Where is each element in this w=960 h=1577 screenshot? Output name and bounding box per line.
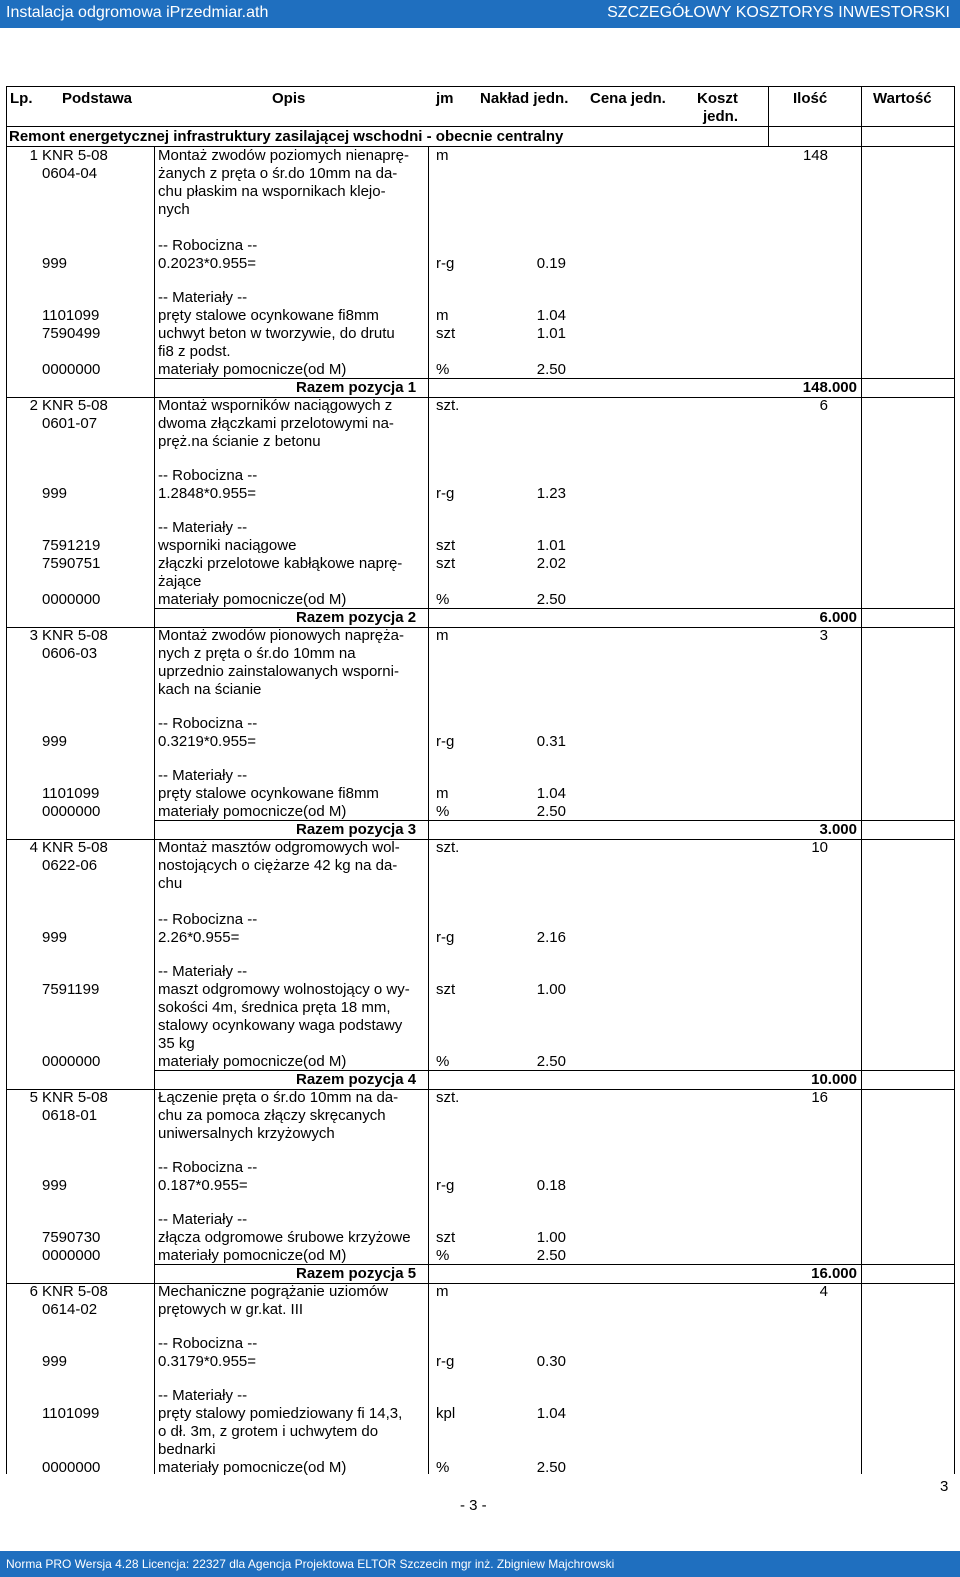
norm-value: 1.00	[536, 981, 566, 998]
description-line: -- Materiały --	[158, 519, 248, 536]
unit: %	[436, 361, 450, 378]
file-title: Instalacja odgromowa iPrzedmiar.ath	[6, 4, 269, 21]
page-number-right: 3	[940, 1478, 949, 1495]
description-line: -- Robocizna --	[158, 237, 258, 254]
basis-code: 7591199	[42, 981, 100, 998]
section-title: Remont energetycznej infrastruktury zasilającej wschodni - obecnie centralny	[9, 128, 564, 145]
col-opis: Opis	[272, 90, 306, 107]
basis-code: 999	[42, 733, 68, 750]
norm-value: 2.50	[536, 361, 566, 378]
unit: %	[436, 1459, 450, 1476]
description-line: 0.2023*0.955=	[158, 255, 257, 272]
unit: r-g	[436, 485, 455, 502]
quantity: 16	[811, 1089, 828, 1106]
basis-code: 1101099	[42, 307, 100, 324]
description-line: -- Robocizna --	[158, 1335, 258, 1352]
window-title-bar	[0, 0, 960, 28]
document-title: SZCZEGÓŁOWY KOSZTORYS INWESTORSKI	[607, 4, 950, 21]
description-line: chu za pomoca złączy skręcanych	[158, 1107, 386, 1124]
unit: szt	[436, 537, 456, 554]
description-line: -- Materiały --	[158, 289, 248, 306]
norm-value: 1.23	[536, 485, 566, 502]
razem-total: 16.000	[811, 1265, 857, 1282]
basis-code: 0000000	[42, 591, 101, 608]
basis-code: KNR 5-08	[42, 397, 108, 414]
basis-code: 1101099	[42, 1405, 100, 1422]
position-number: 3	[29, 627, 38, 644]
basis-code: 999	[42, 485, 68, 502]
basis-code: 0614-02	[42, 1301, 98, 1318]
position-number: 6	[29, 1283, 38, 1300]
description-line: żanych z pręta o śr.do 10mm na da-	[158, 165, 398, 182]
unit: m	[436, 785, 449, 802]
basis-code: 7590499	[42, 325, 101, 342]
description-line: 2.26*0.955=	[158, 929, 240, 946]
description-line: nych z pręta o śr.do 10mm na	[158, 645, 356, 662]
basis-code: 999	[42, 255, 68, 272]
description-line: -- Robocizna --	[158, 911, 258, 928]
description-line: pręty stalowy pomiedziowany fi 14,3,	[158, 1405, 403, 1422]
razem-label: Razem pozycja 5	[296, 1265, 417, 1282]
page-number-center: - 3 -	[460, 1497, 487, 1514]
unit: %	[436, 591, 450, 608]
razem-total: 3.000	[819, 821, 857, 838]
basis-code: 1101099	[42, 785, 100, 802]
description-line: Łączenie pręta o śr.do 10mm na da-	[158, 1089, 399, 1106]
unit: szt	[436, 555, 456, 572]
quantity: 3	[819, 627, 828, 644]
col-ilosc: Ilość	[793, 90, 828, 107]
norm-value: 2.50	[536, 1053, 566, 1070]
basis-code: 0000000	[42, 1459, 101, 1476]
unit: r-g	[436, 1353, 455, 1370]
col-lp: Lp.	[10, 90, 33, 107]
razem-total: 148.000	[802, 379, 857, 396]
basis-code: 0000000	[42, 1053, 101, 1070]
description-line: -- Robocizna --	[158, 715, 258, 732]
basis-code: 0601-07	[42, 415, 98, 432]
basis-code: 0606-03	[42, 645, 98, 662]
quantity: 6	[819, 397, 828, 414]
unit: m	[436, 147, 449, 164]
norm-value: 2.50	[536, 1459, 566, 1476]
norm-value: 1.04	[536, 785, 566, 802]
description-line: Montaż masztów odgromowych wol-	[158, 839, 400, 856]
unit: m	[436, 1283, 449, 1300]
norm-value: 1.01	[536, 537, 566, 554]
description-line: Montaż wsporników naciągowych z	[158, 397, 393, 414]
description-line: Mechaniczne pogrążanie uziomów	[158, 1283, 389, 1300]
description-line: chu	[158, 875, 183, 892]
description-line: pręż.na ścianie z betonu	[158, 433, 321, 450]
basis-code: KNR 5-08	[42, 627, 108, 644]
unit: %	[436, 803, 450, 820]
description-line: 0.3219*0.955=	[158, 733, 257, 750]
col-koszt: Koszt	[697, 90, 738, 107]
basis-code: KNR 5-08	[42, 1089, 108, 1106]
unit: szt	[436, 981, 456, 998]
razem-label: Razem pozycja 1	[296, 379, 417, 396]
quantity: 148	[802, 147, 828, 164]
description-line: bednarki	[158, 1441, 216, 1458]
unit: szt.	[436, 839, 460, 856]
unit: m	[436, 307, 449, 324]
description-line: dwoma złączkami przelotowymi na-	[158, 415, 394, 432]
unit: m	[436, 627, 449, 644]
description-line: stalowy ocynkowany waga podstawy	[158, 1017, 403, 1034]
description-line: maszt odgromowy wolnostojący o wy-	[158, 981, 410, 998]
description-line: -- Robocizna --	[158, 467, 258, 484]
description-line: Montaż zwodów poziomych nienaprę-	[158, 147, 409, 164]
description-line: kach na ścianie	[158, 681, 262, 698]
position-number: 1	[29, 147, 38, 164]
description-line: uniwersalnych krzyżowych	[158, 1125, 335, 1142]
basis-code: 7590751	[42, 555, 101, 572]
unit: %	[436, 1247, 450, 1264]
position-number: 2	[29, 397, 38, 414]
description-line: pręty stalowe ocynkowane fi8mm	[158, 307, 379, 324]
norm-value: 1.00	[536, 1229, 566, 1246]
description-line: uchwyt beton w tworzywie, do drutu	[158, 325, 395, 342]
basis-code: KNR 5-08	[42, 1283, 108, 1300]
col-jm: jm	[436, 90, 454, 107]
norm-value: 2.50	[536, 591, 566, 608]
unit: r-g	[436, 255, 455, 272]
unit: r-g	[436, 733, 455, 750]
unit: kpl	[436, 1405, 456, 1422]
description-line: uprzednio zainstalowanych wsporni-	[158, 663, 399, 680]
razem-total: 6.000	[819, 609, 857, 626]
description-line: Montaż zwodów pionowych napręża-	[158, 627, 404, 644]
basis-code: 0618-01	[42, 1107, 98, 1124]
description-line: materiały pomocnicze(od M)	[158, 1247, 347, 1264]
description-line: żające	[158, 573, 202, 590]
basis-code: 0622-06	[42, 857, 98, 874]
basis-code: 0000000	[42, 361, 101, 378]
description-line: materiały pomocnicze(od M)	[158, 1053, 347, 1070]
norm-value: 2.50	[536, 1247, 566, 1264]
description-line: -- Materiały --	[158, 767, 248, 784]
footer-bar	[0, 1551, 960, 1577]
position-number: 5	[29, 1089, 38, 1106]
description-line: 0.187*0.955=	[158, 1177, 248, 1194]
norm-value: 1.01	[536, 325, 566, 342]
norm-value: 2.50	[536, 803, 566, 820]
basis-code: 999	[42, 929, 68, 946]
norm-value: 2.02	[536, 555, 566, 572]
description-line: -- Materiały --	[158, 963, 248, 980]
description-line: 35 kg	[158, 1035, 195, 1052]
razem-total: 10.000	[811, 1071, 857, 1088]
quantity: 4	[819, 1283, 828, 1300]
description-line: -- Materiały --	[158, 1211, 248, 1228]
basis-code: 0000000	[42, 1247, 101, 1264]
description-line: materiały pomocnicze(od M)	[158, 1459, 347, 1476]
description-line: fi8 z podst.	[158, 343, 231, 360]
basis-code: KNR 5-08	[42, 839, 108, 856]
razem-label: Razem pozycja 3	[296, 821, 417, 838]
description-line: materiały pomocnicze(od M)	[158, 361, 347, 378]
description-line: 0.3179*0.955=	[158, 1353, 257, 1370]
col-wartosc: Wartość	[873, 90, 932, 107]
razem-label: Razem pozycja 4	[296, 1071, 417, 1088]
quantity: 10	[811, 839, 828, 856]
col-naklad: Nakład jedn.	[480, 90, 569, 107]
norm-value: 0.31	[536, 733, 566, 750]
razem-label: Razem pozycja 2	[296, 609, 417, 626]
basis-code: 7590730	[42, 1229, 101, 1246]
position-number: 4	[29, 839, 38, 856]
basis-code: KNR 5-08	[42, 147, 108, 164]
col-podstawa: Podstawa	[62, 90, 133, 107]
norm-value: 0.30	[536, 1353, 566, 1370]
description-line: materiały pomocnicze(od M)	[158, 591, 347, 608]
unit: %	[436, 1053, 450, 1070]
description-line: nostojących o ciężarze 42 kg na da-	[158, 857, 398, 874]
col-koszt-jedn: jedn.	[703, 108, 739, 125]
basis-code: 999	[42, 1353, 68, 1370]
description-line: sokości 4m, średnica pręta 18 mm,	[158, 999, 391, 1016]
norm-value: 0.18	[536, 1177, 566, 1194]
unit: szt.	[436, 1089, 460, 1106]
basis-code: 999	[42, 1177, 68, 1194]
description-line: złączki przelotowe kabłąkowe naprę-	[158, 555, 403, 572]
norm-value: 1.04	[536, 1405, 566, 1422]
description-line: pręty stalowe ocynkowane fi8mm	[158, 785, 379, 802]
norm-value: 1.04	[536, 307, 566, 324]
col-cena: Cena jedn.	[590, 90, 666, 107]
basis-code: 7591219	[42, 537, 101, 554]
basis-code: 0000000	[42, 803, 101, 820]
unit: r-g	[436, 1177, 455, 1194]
basis-code: 0604-04	[42, 165, 98, 182]
unit: szt.	[436, 397, 460, 414]
description-line: 1.2848*0.955=	[158, 485, 257, 502]
description-line: materiały pomocnicze(od M)	[158, 803, 347, 820]
unit: szt	[436, 1229, 456, 1246]
description-line: -- Materiały --	[158, 1387, 248, 1404]
unit: szt	[436, 325, 456, 342]
description-line: nych	[158, 201, 190, 218]
description-line: chu płaskim na wspornikach klejo-	[158, 183, 386, 200]
description-line: o dł. 3m, z grotem i uchwytem do	[158, 1423, 379, 1440]
footer-license: Norma PRO Wersja 4.28 Licencja: 22327 dla Agencja Projektowa ELTOR Szczecin mgr inż. Zbigniew Majchrowski	[6, 1557, 615, 1571]
description-line: prętowych w gr.kat. III	[158, 1301, 304, 1318]
description-line: -- Robocizna --	[158, 1159, 258, 1176]
norm-value: 0.19	[536, 255, 566, 272]
norm-value: 2.16	[536, 929, 566, 946]
unit: r-g	[436, 929, 455, 946]
description-line: złącza odgromowe śrubowe krzyżowe	[158, 1229, 411, 1246]
description-line: wsporniki naciągowe	[158, 537, 297, 554]
